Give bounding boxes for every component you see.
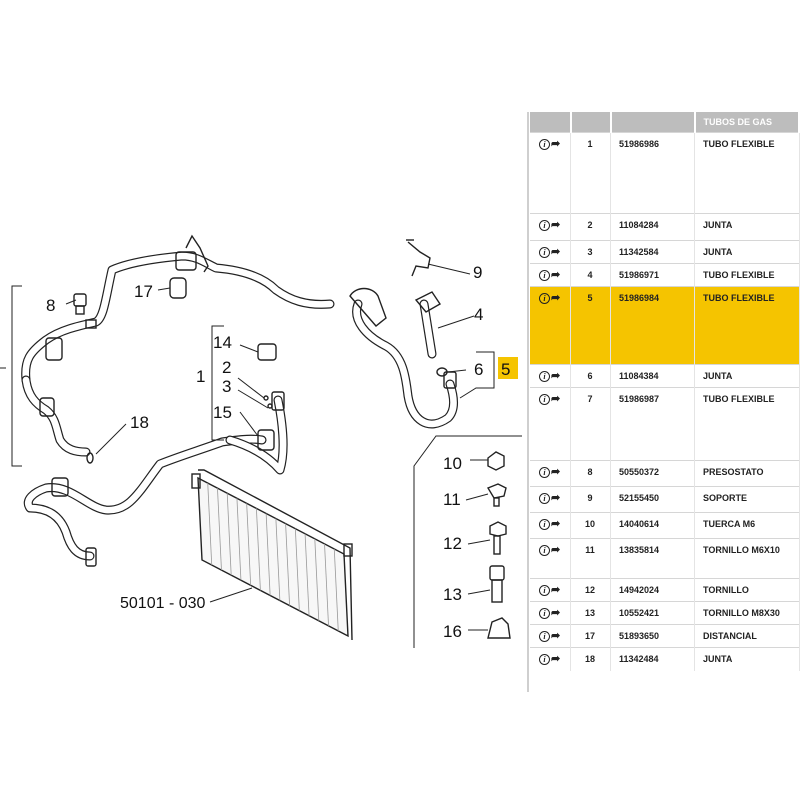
info-cell[interactable] [530, 513, 571, 539]
part-code: 10552421 [611, 602, 695, 625]
row-number: 17 [571, 625, 611, 648]
group-bracket-left [12, 286, 22, 466]
part-code: 11342484 [611, 648, 695, 671]
info-arrow-icon[interactable]: i ➦ [539, 608, 559, 620]
part-code: 51986984 [611, 287, 695, 365]
group-reference[interactable]: 50101 - 030 [120, 595, 206, 612]
part-description: DISTANCIAL [695, 625, 800, 648]
info-arrow-icon[interactable]: i ➦ [539, 631, 559, 643]
table-header-title: TUBOS DE GAS [695, 112, 800, 133]
table-row [530, 133, 799, 214]
hose-center [230, 344, 284, 470]
header-cell-num [571, 112, 611, 133]
info-cell[interactable] [530, 602, 571, 625]
table-row [530, 365, 799, 388]
info-arrow-icon[interactable]: i ➦ [539, 585, 559, 597]
row-number: 1 [571, 133, 611, 214]
info-arrow-icon[interactable]: i ➦ [539, 654, 559, 666]
row-number: 6 [571, 365, 611, 388]
part-code: 14942024 [611, 579, 695, 602]
table-row [530, 602, 799, 625]
fasteners [488, 452, 510, 638]
callout-10[interactable]: 10 [443, 454, 462, 473]
row-number: 5 [571, 287, 611, 365]
callout-1[interactable]: 1 [196, 367, 206, 386]
part-code: 11084284 [611, 214, 695, 241]
info-arrow-icon[interactable]: i ➦ [539, 247, 559, 259]
table-row [530, 513, 799, 539]
table-row [530, 241, 799, 264]
part-description: TUBO FLEXIBLE [695, 264, 800, 287]
part-description: TORNILLO M8X30 [695, 602, 800, 625]
table-row [530, 487, 799, 513]
header-cell-code [611, 112, 695, 133]
hose-right [350, 289, 456, 424]
callout-12[interactable]: 12 [443, 534, 462, 553]
part-code: 51986986 [611, 133, 695, 214]
row-number: 7 [571, 388, 611, 461]
part-code: 51986987 [611, 388, 695, 461]
row-number: 12 [571, 579, 611, 602]
table-row [530, 264, 799, 287]
table-row [530, 214, 799, 241]
screw-13 [490, 566, 504, 580]
info-cell[interactable] [530, 365, 571, 388]
info-arrow-icon[interactable]: i ➦ [539, 467, 559, 479]
part-description: TORNILLO M6X10 [695, 539, 800, 579]
table-row [530, 579, 799, 602]
part-code: 52155450 [611, 487, 695, 513]
part-code: 50550372 [611, 461, 695, 487]
part-description: JUNTA [695, 214, 800, 241]
callout-13[interactable]: 13 [443, 585, 462, 604]
info-cell[interactable] [530, 625, 571, 648]
parts-table [530, 112, 800, 671]
info-cell[interactable] [530, 539, 571, 579]
callout-9[interactable]: 9 [473, 263, 483, 282]
row-number: 8 [571, 461, 611, 487]
callout-14[interactable]: 14 [213, 333, 232, 352]
cap-16 [488, 618, 510, 638]
info-arrow-icon[interactable]: i ➦ [539, 371, 559, 383]
part-description: JUNTA [695, 365, 800, 388]
callout-5[interactable]: 5 [501, 360, 511, 379]
info-arrow-icon[interactable]: i ➦ [539, 493, 559, 505]
row-number: 9 [571, 487, 611, 513]
callout-11[interactable]: 11 [443, 490, 461, 509]
part-description: JUNTA [695, 648, 800, 671]
screw-12 [490, 522, 506, 536]
row-number: 4 [571, 264, 611, 287]
info-arrow-icon[interactable]: i ➦ [539, 545, 559, 557]
table-row [530, 625, 799, 648]
info-cell[interactable] [530, 264, 571, 287]
info-cell[interactable] [530, 214, 571, 241]
table-header-row [530, 112, 799, 133]
part-description: TUBO FLEXIBLE [695, 388, 800, 461]
row-number: 18 [571, 648, 611, 671]
part-description: PRESOSTATO [695, 461, 800, 487]
part-description: TUERCA M6 [695, 513, 800, 539]
row-number: 3 [571, 241, 611, 264]
table-row [530, 461, 799, 487]
gasket-18 [87, 453, 93, 463]
callout-18[interactable]: 18 [130, 413, 149, 432]
callout-4[interactable]: 4 [474, 305, 484, 324]
table-row [530, 388, 799, 461]
info-arrow-icon[interactable]: i ➦ [539, 220, 559, 232]
part-code: 51893650 [611, 625, 695, 648]
support-9 [408, 242, 430, 276]
info-arrow-icon[interactable]: i ➦ [539, 394, 559, 406]
part-code: 13835814 [611, 539, 695, 579]
part-code: 14040614 [611, 513, 695, 539]
spacer-17 [170, 278, 186, 298]
nut-10 [488, 452, 504, 470]
part-description: SOPORTE [695, 487, 800, 513]
info-cell[interactable] [530, 287, 571, 365]
callout-2[interactable]: 2 [222, 358, 232, 377]
table-row [530, 287, 799, 365]
table-row [530, 648, 799, 671]
table-divider [527, 112, 529, 692]
condenser [192, 470, 352, 640]
info-cell[interactable] [530, 388, 571, 461]
callout-17[interactable]: 17 [134, 282, 153, 301]
info-cell[interactable] [530, 579, 571, 602]
row-number: 10 [571, 513, 611, 539]
info-arrow-icon[interactable]: i ➦ [539, 270, 559, 282]
info-cell[interactable] [530, 487, 571, 513]
info-arrow-icon[interactable]: i ➦ [539, 139, 559, 151]
screw-11 [488, 484, 506, 498]
part-description: TUBO FLEXIBLE [695, 133, 800, 214]
part-description: TORNILLO [695, 579, 800, 602]
part-code: 11084384 [611, 365, 695, 388]
part-description: TUBO FLEXIBLE [695, 287, 800, 365]
row-number: 13 [571, 602, 611, 625]
part-description: JUNTA [695, 241, 800, 264]
info-cell[interactable] [530, 133, 571, 214]
pressure-switch [74, 294, 86, 314]
info-cell[interactable] [530, 241, 571, 264]
callout-8[interactable]: 8 [46, 296, 56, 315]
row-number: 11 [571, 539, 611, 579]
header-cell-icon [530, 112, 571, 133]
row-number: 2 [571, 214, 611, 241]
part-code: 11342584 [611, 241, 695, 264]
info-cell[interactable] [530, 461, 571, 487]
part-code: 51986971 [611, 264, 695, 287]
callout-3[interactable]: 3 [222, 377, 232, 396]
callout-6[interactable]: 6 [474, 360, 484, 379]
callout-16[interactable]: 16 [443, 622, 462, 641]
info-arrow-icon[interactable]: i ➦ [539, 519, 559, 531]
callout-15[interactable]: 15 [213, 403, 232, 422]
fitting-14 [258, 344, 276, 360]
table-row [530, 539, 799, 579]
info-cell[interactable] [530, 648, 571, 671]
info-arrow-icon[interactable]: i ➦ [539, 293, 559, 305]
